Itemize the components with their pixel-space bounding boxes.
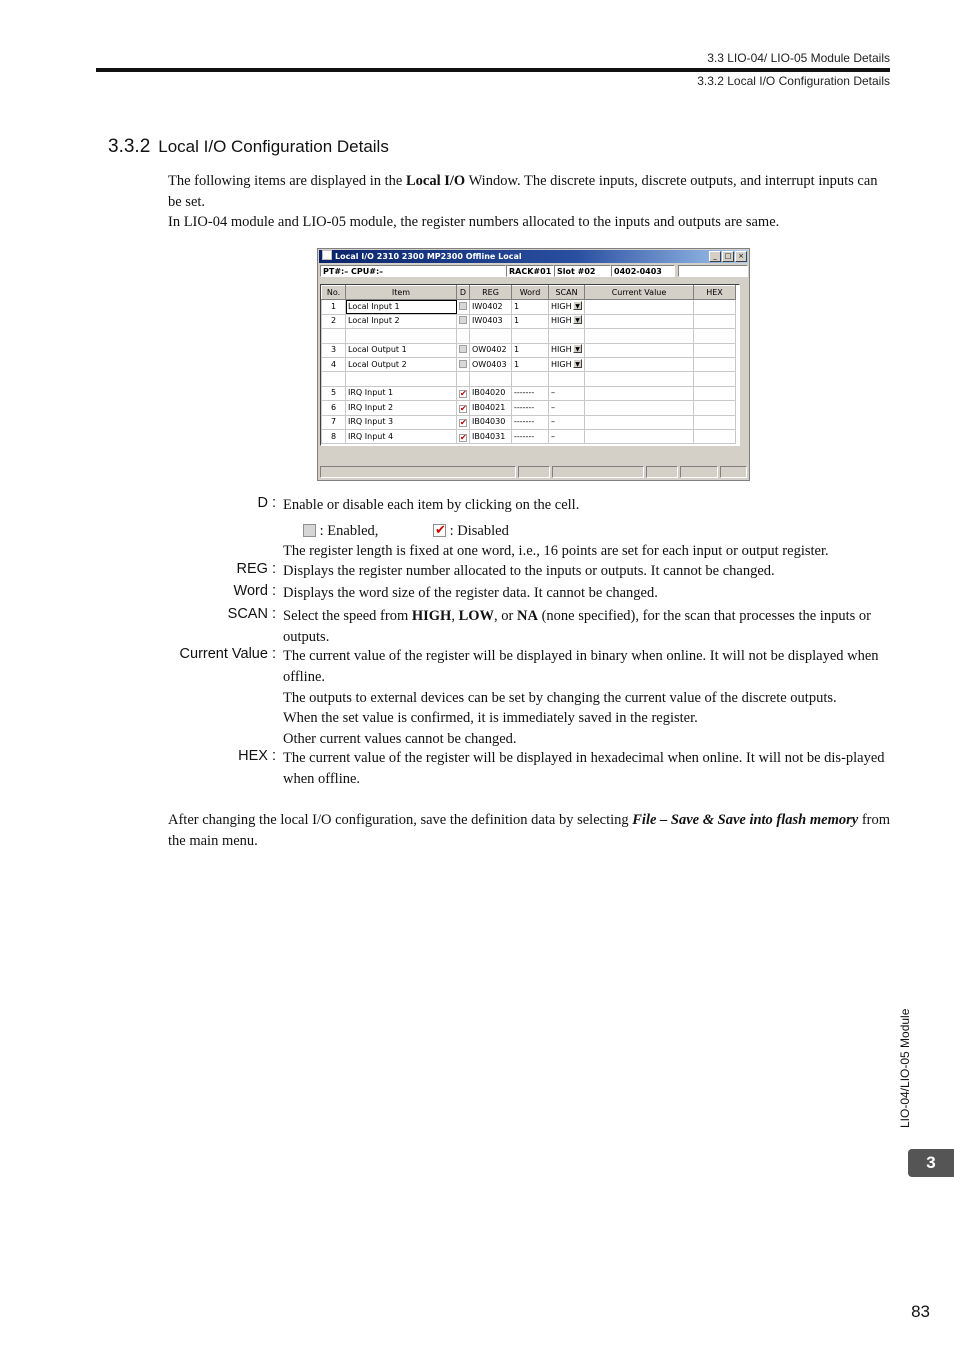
status-pane bbox=[518, 466, 550, 478]
window-title: Local I/O 2310 2300 MP2300 Offline Local bbox=[335, 252, 522, 261]
section-title bbox=[108, 136, 389, 158]
status-pane bbox=[320, 466, 516, 478]
row-number bbox=[322, 343, 346, 357]
row-number bbox=[322, 357, 346, 371]
row-number-text: 7 bbox=[330, 417, 337, 427]
grid-header-row bbox=[322, 286, 736, 300]
reg-cell bbox=[470, 329, 512, 343]
reg-cell-text: IB04021 bbox=[472, 402, 506, 412]
scan-cell-text: HIGH bbox=[551, 316, 572, 326]
desc-current-value-2: The outputs to external devices can be set by changing the current value of the discrete outputs. bbox=[283, 690, 837, 706]
current-value-cell[interactable] bbox=[585, 314, 694, 328]
scan-cell[interactable] bbox=[549, 415, 585, 429]
legend-disabled bbox=[433, 521, 509, 542]
grid-row[interactable] bbox=[322, 372, 736, 386]
grid-row[interactable] bbox=[322, 300, 736, 314]
hex-cell bbox=[694, 343, 736, 357]
column-header: SCAN bbox=[549, 286, 585, 300]
reg-cell bbox=[470, 343, 512, 357]
scan-sep-1: , bbox=[451, 608, 459, 624]
disabled-checkmark-icon[interactable]: ✔ bbox=[460, 389, 467, 399]
legend-disabled-label: : Disabled bbox=[449, 523, 509, 539]
page-number: 83 bbox=[911, 1302, 930, 1321]
hex-cell bbox=[694, 372, 736, 386]
scan-cell[interactable] bbox=[549, 429, 585, 443]
enable-cell[interactable] bbox=[457, 386, 470, 400]
column-header: Current Value bbox=[585, 286, 694, 300]
side-chapter-label: LIO-04/LIO-05 Module bbox=[898, 1008, 912, 1128]
term-scan: SCAN : bbox=[227, 606, 276, 622]
reg-cell bbox=[470, 372, 512, 386]
row-number-text: 2 bbox=[330, 316, 337, 326]
grid-row[interactable] bbox=[322, 386, 736, 400]
row-number bbox=[322, 429, 346, 443]
enabled-checkbox-icon[interactable] bbox=[459, 345, 467, 353]
enable-cell[interactable] bbox=[457, 357, 470, 371]
header-subsection: 3.3.2 Local I/O Configuration Details bbox=[697, 74, 890, 88]
word-cell bbox=[512, 329, 549, 343]
term-hex: HEX : bbox=[238, 748, 276, 764]
scan-cell[interactable] bbox=[549, 329, 585, 343]
scan-cell[interactable] bbox=[549, 357, 585, 371]
desc-current-value-3: When the set value is confirmed, it is immediately saved in the register. bbox=[283, 710, 698, 726]
scan-cell[interactable] bbox=[549, 343, 585, 357]
word-cell bbox=[512, 314, 549, 328]
maximize-button[interactable]: □ bbox=[722, 251, 734, 262]
intro-text-a: The following items are displayed in the bbox=[168, 173, 406, 189]
term-word: Word : bbox=[233, 583, 276, 599]
item-cell[interactable] bbox=[346, 329, 457, 343]
current-value-cell[interactable] bbox=[585, 372, 694, 386]
scan-cell[interactable] bbox=[549, 386, 585, 400]
reg-cell-text: OW0403 bbox=[472, 359, 507, 369]
reg-cell bbox=[470, 314, 512, 328]
item-cell[interactable] bbox=[346, 401, 457, 415]
scan-dropdown-arrow-icon[interactable]: ▼ bbox=[573, 359, 582, 368]
status-pane bbox=[680, 466, 718, 478]
current-value-cell[interactable] bbox=[585, 343, 694, 357]
info-range: 0402-0403 bbox=[611, 265, 675, 277]
scan-text-a: Select the speed from bbox=[283, 608, 412, 624]
term-reg: REG : bbox=[236, 561, 276, 577]
item-cell[interactable] bbox=[346, 415, 457, 429]
desc-scan bbox=[283, 606, 890, 647]
scan-cell-text: HIGH bbox=[551, 345, 572, 355]
status-pane bbox=[552, 466, 644, 478]
closing-menu-path: File – Save & Save into flash memory bbox=[632, 812, 859, 828]
item-cell[interactable] bbox=[346, 372, 457, 386]
enable-cell[interactable] bbox=[457, 329, 470, 343]
header-section: 3.3 LIO-04/ LIO-05 Module Details bbox=[707, 51, 890, 65]
row-number bbox=[322, 415, 346, 429]
intro-paragraph-1 bbox=[168, 171, 890, 212]
desc-current-value-1: The current value of the register will be displayed in binary when online. It will not be displayed when offline. bbox=[283, 648, 879, 685]
hex-cell bbox=[694, 429, 736, 443]
grid-row[interactable] bbox=[322, 415, 736, 429]
row-number-text: 5 bbox=[330, 388, 337, 398]
word-cell bbox=[512, 300, 549, 314]
item-cell[interactable] bbox=[346, 343, 457, 357]
word-cell bbox=[512, 343, 549, 357]
current-value-cell[interactable] bbox=[585, 300, 694, 314]
enabled-checkbox-icon[interactable] bbox=[459, 316, 467, 324]
row-number bbox=[322, 386, 346, 400]
legend bbox=[303, 521, 378, 542]
section-number: 3.3.2 bbox=[108, 136, 151, 157]
word-cell-text: ------- bbox=[514, 431, 535, 441]
closing-paragraph bbox=[168, 810, 890, 851]
reg-cell bbox=[470, 386, 512, 400]
current-value-cell[interactable] bbox=[585, 401, 694, 415]
chapter-tab: 3 bbox=[908, 1149, 954, 1177]
enabled-checkbox-icon[interactable] bbox=[459, 302, 467, 310]
hex-cell bbox=[694, 386, 736, 400]
scan-cell-text: – bbox=[551, 417, 555, 427]
io-table bbox=[321, 285, 736, 444]
info-pt-cpu: PT#:– CPU#:– bbox=[320, 265, 506, 277]
row-number bbox=[322, 329, 346, 343]
scan-cell[interactable] bbox=[549, 372, 585, 386]
row-number bbox=[322, 372, 346, 386]
item-cell-text: Local Input 1 bbox=[348, 302, 400, 312]
scan-cell-text: – bbox=[551, 402, 555, 412]
disabled-checkmark-icon[interactable]: ✔ bbox=[460, 432, 467, 442]
enable-cell[interactable] bbox=[457, 372, 470, 386]
item-cell[interactable] bbox=[346, 386, 457, 400]
column-header: REG bbox=[470, 286, 512, 300]
intro-bold-local-io: Local I/O bbox=[405, 173, 466, 189]
hex-cell bbox=[694, 314, 736, 328]
reg-cell bbox=[470, 357, 512, 371]
scan-sep-2: , or bbox=[494, 608, 517, 624]
intro-text-c: Window. The discrete inputs, discrete outputs, and interrupt inputs can be set. bbox=[168, 173, 878, 210]
header-rule bbox=[96, 68, 890, 72]
scan-cell-text: – bbox=[551, 388, 555, 398]
item-cell-text: Local Input 2 bbox=[348, 316, 400, 326]
scan-high: HIGH bbox=[411, 608, 452, 624]
scan-cell-text: HIGH bbox=[551, 359, 572, 369]
item-cell[interactable] bbox=[346, 314, 457, 328]
item-cell-text: IRQ Input 3 bbox=[348, 417, 394, 427]
hex-cell bbox=[694, 329, 736, 343]
item-cell[interactable] bbox=[346, 429, 457, 443]
scan-cell[interactable] bbox=[549, 401, 585, 415]
desc-hex: The current value of the register will be displayed in hexadecimal when online. It will not be dis-played when offline. bbox=[283, 750, 885, 787]
desc-d: Enable or disable each item by clicking on the cell. bbox=[283, 497, 580, 513]
enabled-checkbox-icon bbox=[303, 524, 316, 537]
word-cell-text: 1 bbox=[514, 345, 520, 355]
scan-text-b: (none specified), for the scan that processes the inputs or outputs. bbox=[283, 608, 871, 645]
column-header: D bbox=[457, 286, 470, 300]
row-number-text: 1 bbox=[330, 302, 337, 312]
info-rack: RACK#01 bbox=[506, 265, 554, 277]
scan-low: LOW bbox=[458, 608, 495, 624]
grid-row[interactable] bbox=[322, 401, 736, 415]
grid-row[interactable] bbox=[322, 357, 736, 371]
disabled-checkmark-icon[interactable]: ✔ bbox=[460, 403, 467, 413]
word-cell bbox=[512, 386, 549, 400]
row-number-text: 3 bbox=[330, 345, 337, 355]
reg-cell-text: IB04030 bbox=[472, 417, 506, 427]
item-cell-text: Local Output 2 bbox=[348, 359, 407, 369]
word-cell-text: 1 bbox=[514, 359, 520, 369]
status-pane bbox=[646, 466, 678, 478]
enable-cell[interactable] bbox=[457, 415, 470, 429]
window-statusbar bbox=[320, 466, 747, 478]
word-cell bbox=[512, 401, 549, 415]
word-cell-text: ------- bbox=[514, 402, 535, 412]
minimize-button[interactable]: _ bbox=[709, 251, 721, 262]
item-cell-text: IRQ Input 4 bbox=[348, 431, 394, 441]
enable-cell[interactable] bbox=[457, 401, 470, 415]
hex-cell bbox=[694, 415, 736, 429]
intro-paragraph-2: In LIO-04 module and LIO-05 module, the register numbers allocated to the inputs and outputs are same. bbox=[168, 214, 780, 230]
word-cell bbox=[512, 372, 549, 386]
hex-cell bbox=[694, 357, 736, 371]
desc-d-note: The register length is fixed at one word, i.e., 16 points are set for each input or output register. bbox=[283, 543, 829, 559]
scan-dropdown-arrow-icon[interactable]: ▼ bbox=[573, 315, 582, 324]
scan-cell-text: HIGH bbox=[551, 302, 572, 312]
word-cell bbox=[512, 415, 549, 429]
enable-cell[interactable] bbox=[457, 300, 470, 314]
item-cell-text: IRQ Input 1 bbox=[348, 388, 394, 398]
term-current-value: Current Value : bbox=[179, 646, 276, 662]
enable-cell[interactable] bbox=[457, 343, 470, 357]
item-cell[interactable] bbox=[346, 300, 457, 314]
column-header: No. bbox=[322, 286, 346, 300]
desc-word: Displays the word size of the register data. It cannot be changed. bbox=[283, 585, 658, 601]
legend-enabled-label: : Enabled, bbox=[319, 523, 379, 539]
closing-text-a: After changing the local I/O configuration, save the definition data by selecting bbox=[168, 812, 633, 828]
column-header: HEX bbox=[694, 286, 736, 300]
enable-cell[interactable] bbox=[457, 429, 470, 443]
current-value-cell[interactable] bbox=[585, 357, 694, 371]
grid-row[interactable] bbox=[322, 343, 736, 357]
reg-cell bbox=[470, 401, 512, 415]
word-cell-text: 1 bbox=[514, 316, 520, 326]
grid-row[interactable] bbox=[322, 314, 736, 328]
column-header: Word bbox=[512, 286, 549, 300]
current-value-cell[interactable] bbox=[585, 329, 694, 343]
io-grid bbox=[320, 284, 740, 446]
word-cell-text: ------- bbox=[514, 388, 535, 398]
reg-cell bbox=[470, 300, 512, 314]
info-slot: Slot #02 bbox=[554, 265, 611, 277]
enabled-checkbox-icon[interactable] bbox=[459, 360, 467, 368]
item-cell-text: IRQ Input 2 bbox=[348, 402, 394, 412]
scan-cell[interactable] bbox=[549, 300, 585, 314]
hex-cell bbox=[694, 401, 736, 415]
disabled-checkmark-icon[interactable]: ✔ bbox=[460, 418, 467, 428]
column-header: Item bbox=[346, 286, 457, 300]
reg-cell-text: OW0402 bbox=[472, 345, 507, 355]
word-cell-text: 1 bbox=[514, 302, 520, 312]
desc-reg: Displays the register number allocated to the inputs or outputs. It cannot be changed. bbox=[283, 563, 775, 579]
hex-cell bbox=[694, 300, 736, 314]
enable-cell[interactable] bbox=[457, 314, 470, 328]
reg-cell-text: IB04020 bbox=[472, 388, 506, 398]
section-title-text: Local I/O Configuration Details bbox=[158, 137, 389, 156]
reg-cell-text: IW0402 bbox=[472, 302, 503, 312]
current-value-cell[interactable] bbox=[585, 386, 694, 400]
reg-cell-text: IW0403 bbox=[472, 316, 503, 326]
scan-dropdown-arrow-icon[interactable]: ▼ bbox=[573, 301, 582, 310]
item-cell-text: Local Output 1 bbox=[348, 345, 407, 355]
closing-text-c: from the main menu. bbox=[168, 812, 891, 849]
resize-grip[interactable] bbox=[720, 466, 747, 478]
word-cell bbox=[512, 357, 549, 371]
scan-na: NA bbox=[517, 608, 538, 624]
row-number bbox=[322, 401, 346, 415]
disabled-checkmark-icon bbox=[433, 524, 446, 537]
local-io-window bbox=[317, 248, 750, 481]
scan-dropdown-arrow-icon[interactable]: ▼ bbox=[573, 344, 582, 353]
window-app-icon bbox=[322, 250, 332, 260]
reg-cell-text: IB04031 bbox=[472, 431, 506, 441]
current-value-cell[interactable] bbox=[585, 429, 694, 443]
window-controls bbox=[709, 251, 747, 262]
desc-current-value-4: Other current values cannot be changed. bbox=[283, 731, 517, 747]
grid-row[interactable] bbox=[322, 329, 736, 343]
window-titlebar bbox=[319, 250, 748, 263]
grid-row[interactable] bbox=[322, 429, 736, 443]
term-d: D : bbox=[257, 495, 276, 511]
row-number-text: 6 bbox=[330, 402, 337, 412]
scan-cell-text: – bbox=[551, 431, 555, 441]
close-button[interactable]: × bbox=[735, 251, 747, 262]
scan-cell[interactable] bbox=[549, 314, 585, 328]
row-number bbox=[322, 314, 346, 328]
row-number-text: 4 bbox=[330, 359, 337, 369]
info-blank bbox=[678, 265, 748, 277]
item-cell[interactable] bbox=[346, 357, 457, 371]
reg-cell bbox=[470, 429, 512, 443]
current-value-cell[interactable] bbox=[585, 415, 694, 429]
word-cell bbox=[512, 429, 549, 443]
word-cell-text: ------- bbox=[514, 417, 535, 427]
row-number bbox=[322, 300, 346, 314]
reg-cell bbox=[470, 415, 512, 429]
row-number-text: 8 bbox=[330, 431, 337, 441]
